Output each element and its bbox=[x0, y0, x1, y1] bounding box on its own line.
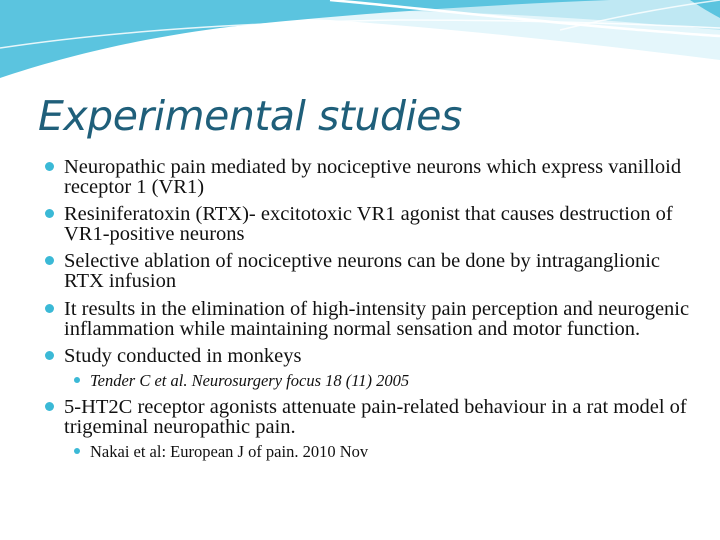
sub-bullet-dot-icon bbox=[74, 377, 80, 383]
sub-bullet-dot-icon bbox=[74, 448, 80, 454]
bullet-item bbox=[44, 397, 694, 437]
bullet-dot-icon bbox=[45, 256, 54, 265]
bullet-dot-icon bbox=[45, 304, 54, 313]
bullet-dot-icon bbox=[45, 209, 54, 218]
bullet-item bbox=[44, 204, 694, 244]
bullet-text: Neuropathic pain mediated by nociceptive neurons which express vanilloid receptor 1 (VR1) bbox=[64, 156, 682, 198]
bullet-dot-icon bbox=[45, 351, 54, 360]
bullet-item bbox=[44, 299, 694, 339]
bullet-dot-icon bbox=[45, 402, 54, 411]
bullet-text: Study conducted in monkeys bbox=[64, 345, 302, 367]
bullet-text: Selective ablation of nociceptive neurons can be done by intraganglionic RTX infusion bbox=[64, 250, 661, 292]
bullet-list bbox=[44, 157, 694, 461]
slide-title: Experimental studies bbox=[38, 92, 462, 140]
bullet-text: It results in the elimination of high-intensity pain perception and neurogenic inflammation while maintaining normal sensation and motor function. bbox=[64, 298, 690, 340]
bullet-text: Resiniferatoxin (RTX)- excitotoxic VR1 agonist that causes destruction of VR1-positive neurons bbox=[64, 203, 673, 245]
bullet-item bbox=[44, 157, 694, 197]
sub-bullet-item bbox=[74, 442, 694, 461]
header-wave-decoration bbox=[0, 0, 720, 90]
bullet-item bbox=[44, 251, 694, 291]
sub-bullet-item bbox=[74, 371, 694, 390]
bullet-text: 5-HT2C receptor agonists attenuate pain-related behaviour in a rat model of trigeminal neuropathic pain. bbox=[64, 396, 687, 438]
bullet-dot-icon bbox=[45, 162, 54, 171]
sub-bullet-text: Nakai et al: European J of pain. 2010 Nov bbox=[90, 442, 369, 461]
bullet-item bbox=[44, 346, 694, 366]
sub-bullet-text: Tender C et al. Neurosurgery focus 18 (11) 2005 bbox=[90, 371, 410, 390]
